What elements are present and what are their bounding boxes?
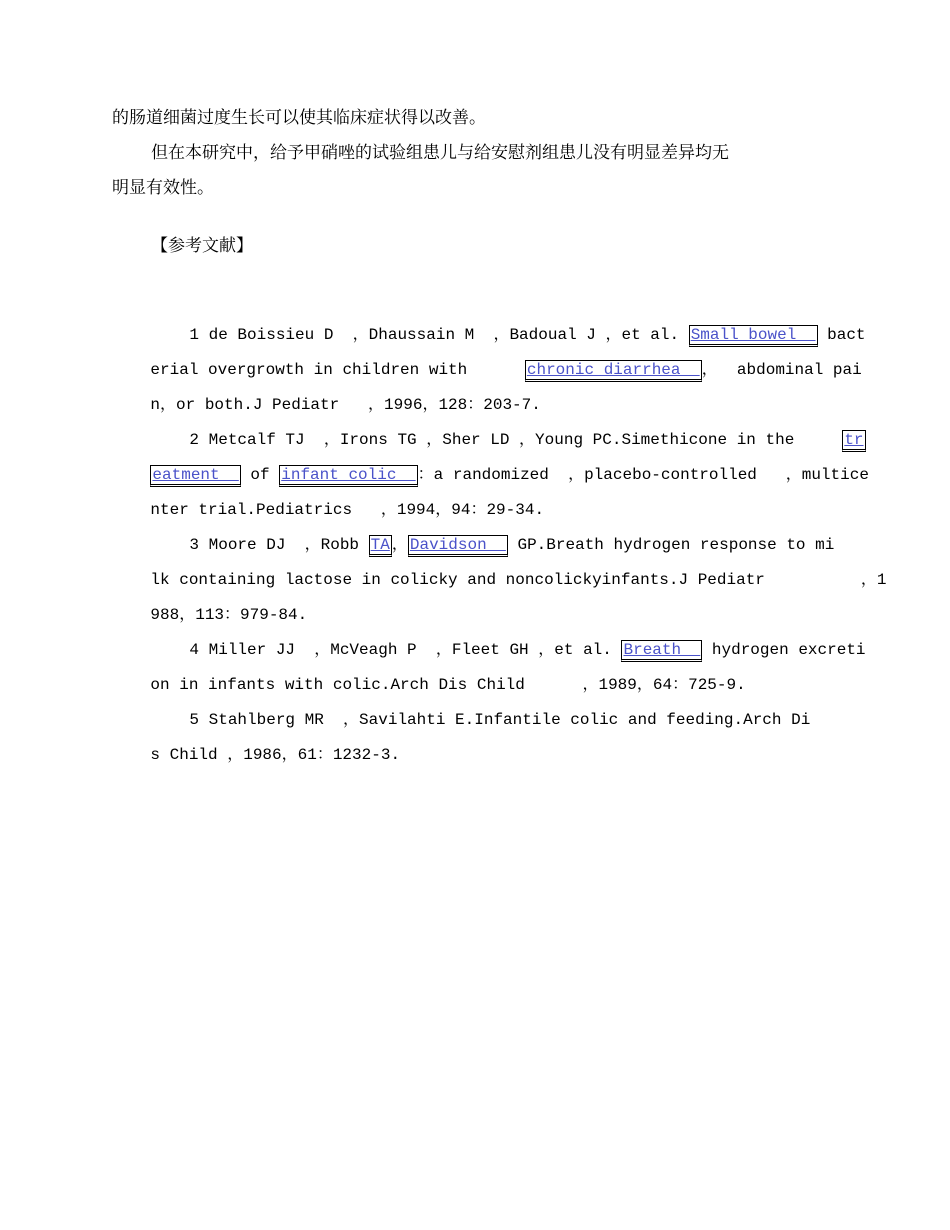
ref-text: GP.Breath hydrogen response to mi [507,536,835,554]
link-infant-colic[interactable]: infant colic [279,465,417,487]
ref-text: 2 Metcalf TJ ，Irons TG ，Sher LD ，Young PC.Simethicone in the [189,431,843,449]
ref-text: nter trial.Pediatrics ，1994，94：29-34. [150,501,545,519]
reference-5-line-2 [112,725,400,785]
ref-text: erial overgrowth in children with [150,361,525,379]
body-text-line-2: 但在本研究中，给予甲硝唑的试验组患儿与给安慰剂组患儿没有明显差异均无 [151,143,729,163]
body-text-line-3: 明显有效性。 [112,178,214,198]
link-treatment-part-1[interactable]: tr [842,430,865,452]
link-davidson[interactable]: Davidson [408,535,508,557]
ref-text: of [240,466,280,484]
ref-text: 988，113：979-84. [150,606,308,624]
ref-text: hydrogen excreti [702,641,866,659]
ref-text: n，or both.J Pediatr ，1996，128：203-7. [150,396,541,414]
ref-text: 4 Miller JJ ，McVeagh P ，Fleet GH ，et al. [189,641,622,659]
ref-text: lk containing lactose in colicky and noncolickyinfants.J Pediatr ，1 [150,571,887,589]
ref-text: 5 Stahlberg MR ，Savilahti E.Infantile colic and feeding.Arch Di [189,711,811,729]
link-breath[interactable]: Breath [621,640,702,662]
ref-text: ：a randomized ，placebo-controlled ，multice [417,466,869,484]
ref-text: ， abdominal pai [701,361,862,379]
link-small-bowel[interactable]: Small bowel [689,325,818,347]
link-treatment-part-2[interactable]: eatment [150,465,240,487]
ref-text: on in infants with colic.Arch Dis Child ，1989，64：725-9. [150,676,746,694]
ref-text: bact [817,326,866,344]
ref-text: 3 Moore DJ ，Robb [189,536,369,554]
body-text-line-1: 的肠道细菌过度生长可以使其临床症状得以改善。 [112,108,486,128]
link-chronic-diarrhea[interactable]: chronic diarrhea [525,360,702,382]
references-heading: 【参考文献】 [151,236,253,256]
ref-text: 1 de Boissieu D ，Dhaussain M ，Badoual J ，et al. [189,326,689,344]
link-ta[interactable]: TA [369,535,392,557]
ref-text: s Child ，1986，61：1232-3. [150,746,401,764]
ref-text: ， [391,536,408,554]
